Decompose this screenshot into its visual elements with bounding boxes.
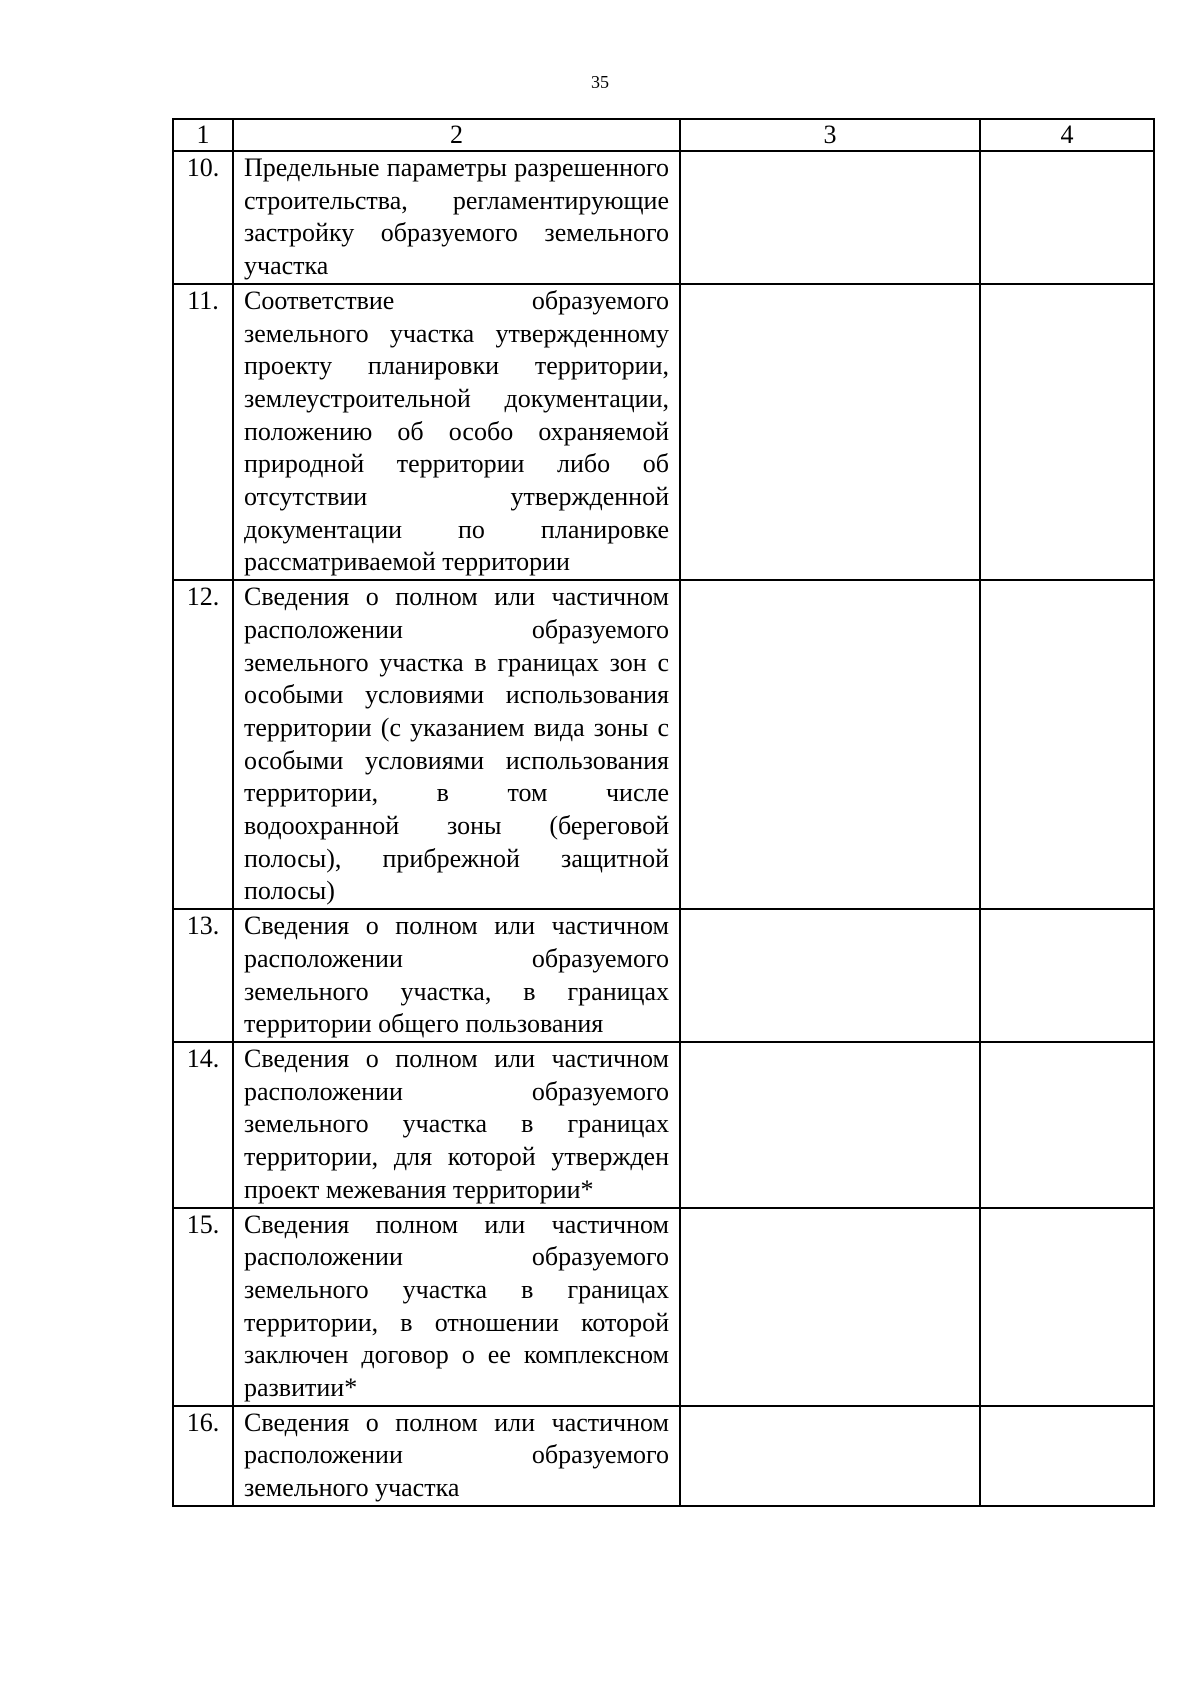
page-number: 35 (591, 72, 609, 92)
row-cell-col3 (680, 151, 980, 284)
table-header-row (173, 119, 1154, 151)
table-row (173, 1042, 1154, 1208)
row-number: 10. (173, 151, 233, 284)
row-description: Сведения о полном или частичном расположении образуемого земельного участка в границах зон с особыми условиями использования территории (с указанием вида зоны с особыми условиями использования территории, в том числе водоохранной зоны (береговой полосы), прибрежной защитной полосы) (233, 580, 680, 909)
column-header-1: 1 (173, 119, 233, 151)
row-cell-col3 (680, 1042, 980, 1208)
row-number: 14. (173, 1042, 233, 1208)
table-row (173, 580, 1154, 909)
row-number: 12. (173, 580, 233, 909)
table-row (173, 909, 1154, 1042)
row-description: Соответствие образуемого земельного участка утвержденному проекту планировки территории, землеустроительной документации, положению об особо охраняемой природной территории либо об отсутствии утвержденной документации по планировке рассматриваемой территории (233, 284, 680, 580)
row-cell-col4 (980, 1208, 1154, 1406)
row-cell-col3 (680, 1208, 980, 1406)
row-description: Сведения о полном или частичном расположении образуемого земельного участка, в границах территории общего пользования (233, 909, 680, 1042)
row-description: Сведения о полном или частичном расположении образуемого земельного участка (233, 1406, 680, 1506)
criteria-table (172, 118, 1155, 1507)
row-description: Сведения о полном или частичном расположении образуемого земельного участка в границах территории, для которой утвержден проект межевания территории* (233, 1042, 680, 1208)
column-header-3: 3 (680, 119, 980, 151)
row-cell-col4 (980, 909, 1154, 1042)
row-cell-col3 (680, 580, 980, 909)
row-cell-col4 (980, 151, 1154, 284)
table-row (173, 151, 1154, 284)
row-cell-col3 (680, 284, 980, 580)
row-description: Сведения полном или частичном расположении образуемого земельного участка в границах территории, в отношении которой заключен договор о ее комплексном развитии* (233, 1208, 680, 1406)
table-row (173, 1406, 1154, 1506)
row-cell-col3 (680, 1406, 980, 1506)
column-header-2: 2 (233, 119, 680, 151)
row-cell-col4 (980, 1042, 1154, 1208)
row-number: 16. (173, 1406, 233, 1506)
row-description: Предельные параметры разрешенного строительства, регламентирующие застройку образуемого земельного участка (233, 151, 680, 284)
table-row (173, 1208, 1154, 1406)
row-cell-col3 (680, 909, 980, 1042)
table-row (173, 284, 1154, 580)
row-number: 11. (173, 284, 233, 580)
row-cell-col4 (980, 580, 1154, 909)
column-header-4: 4 (980, 119, 1154, 151)
row-cell-col4 (980, 284, 1154, 580)
row-cell-col4 (980, 1406, 1154, 1506)
row-number: 15. (173, 1208, 233, 1406)
row-number: 13. (173, 909, 233, 1042)
